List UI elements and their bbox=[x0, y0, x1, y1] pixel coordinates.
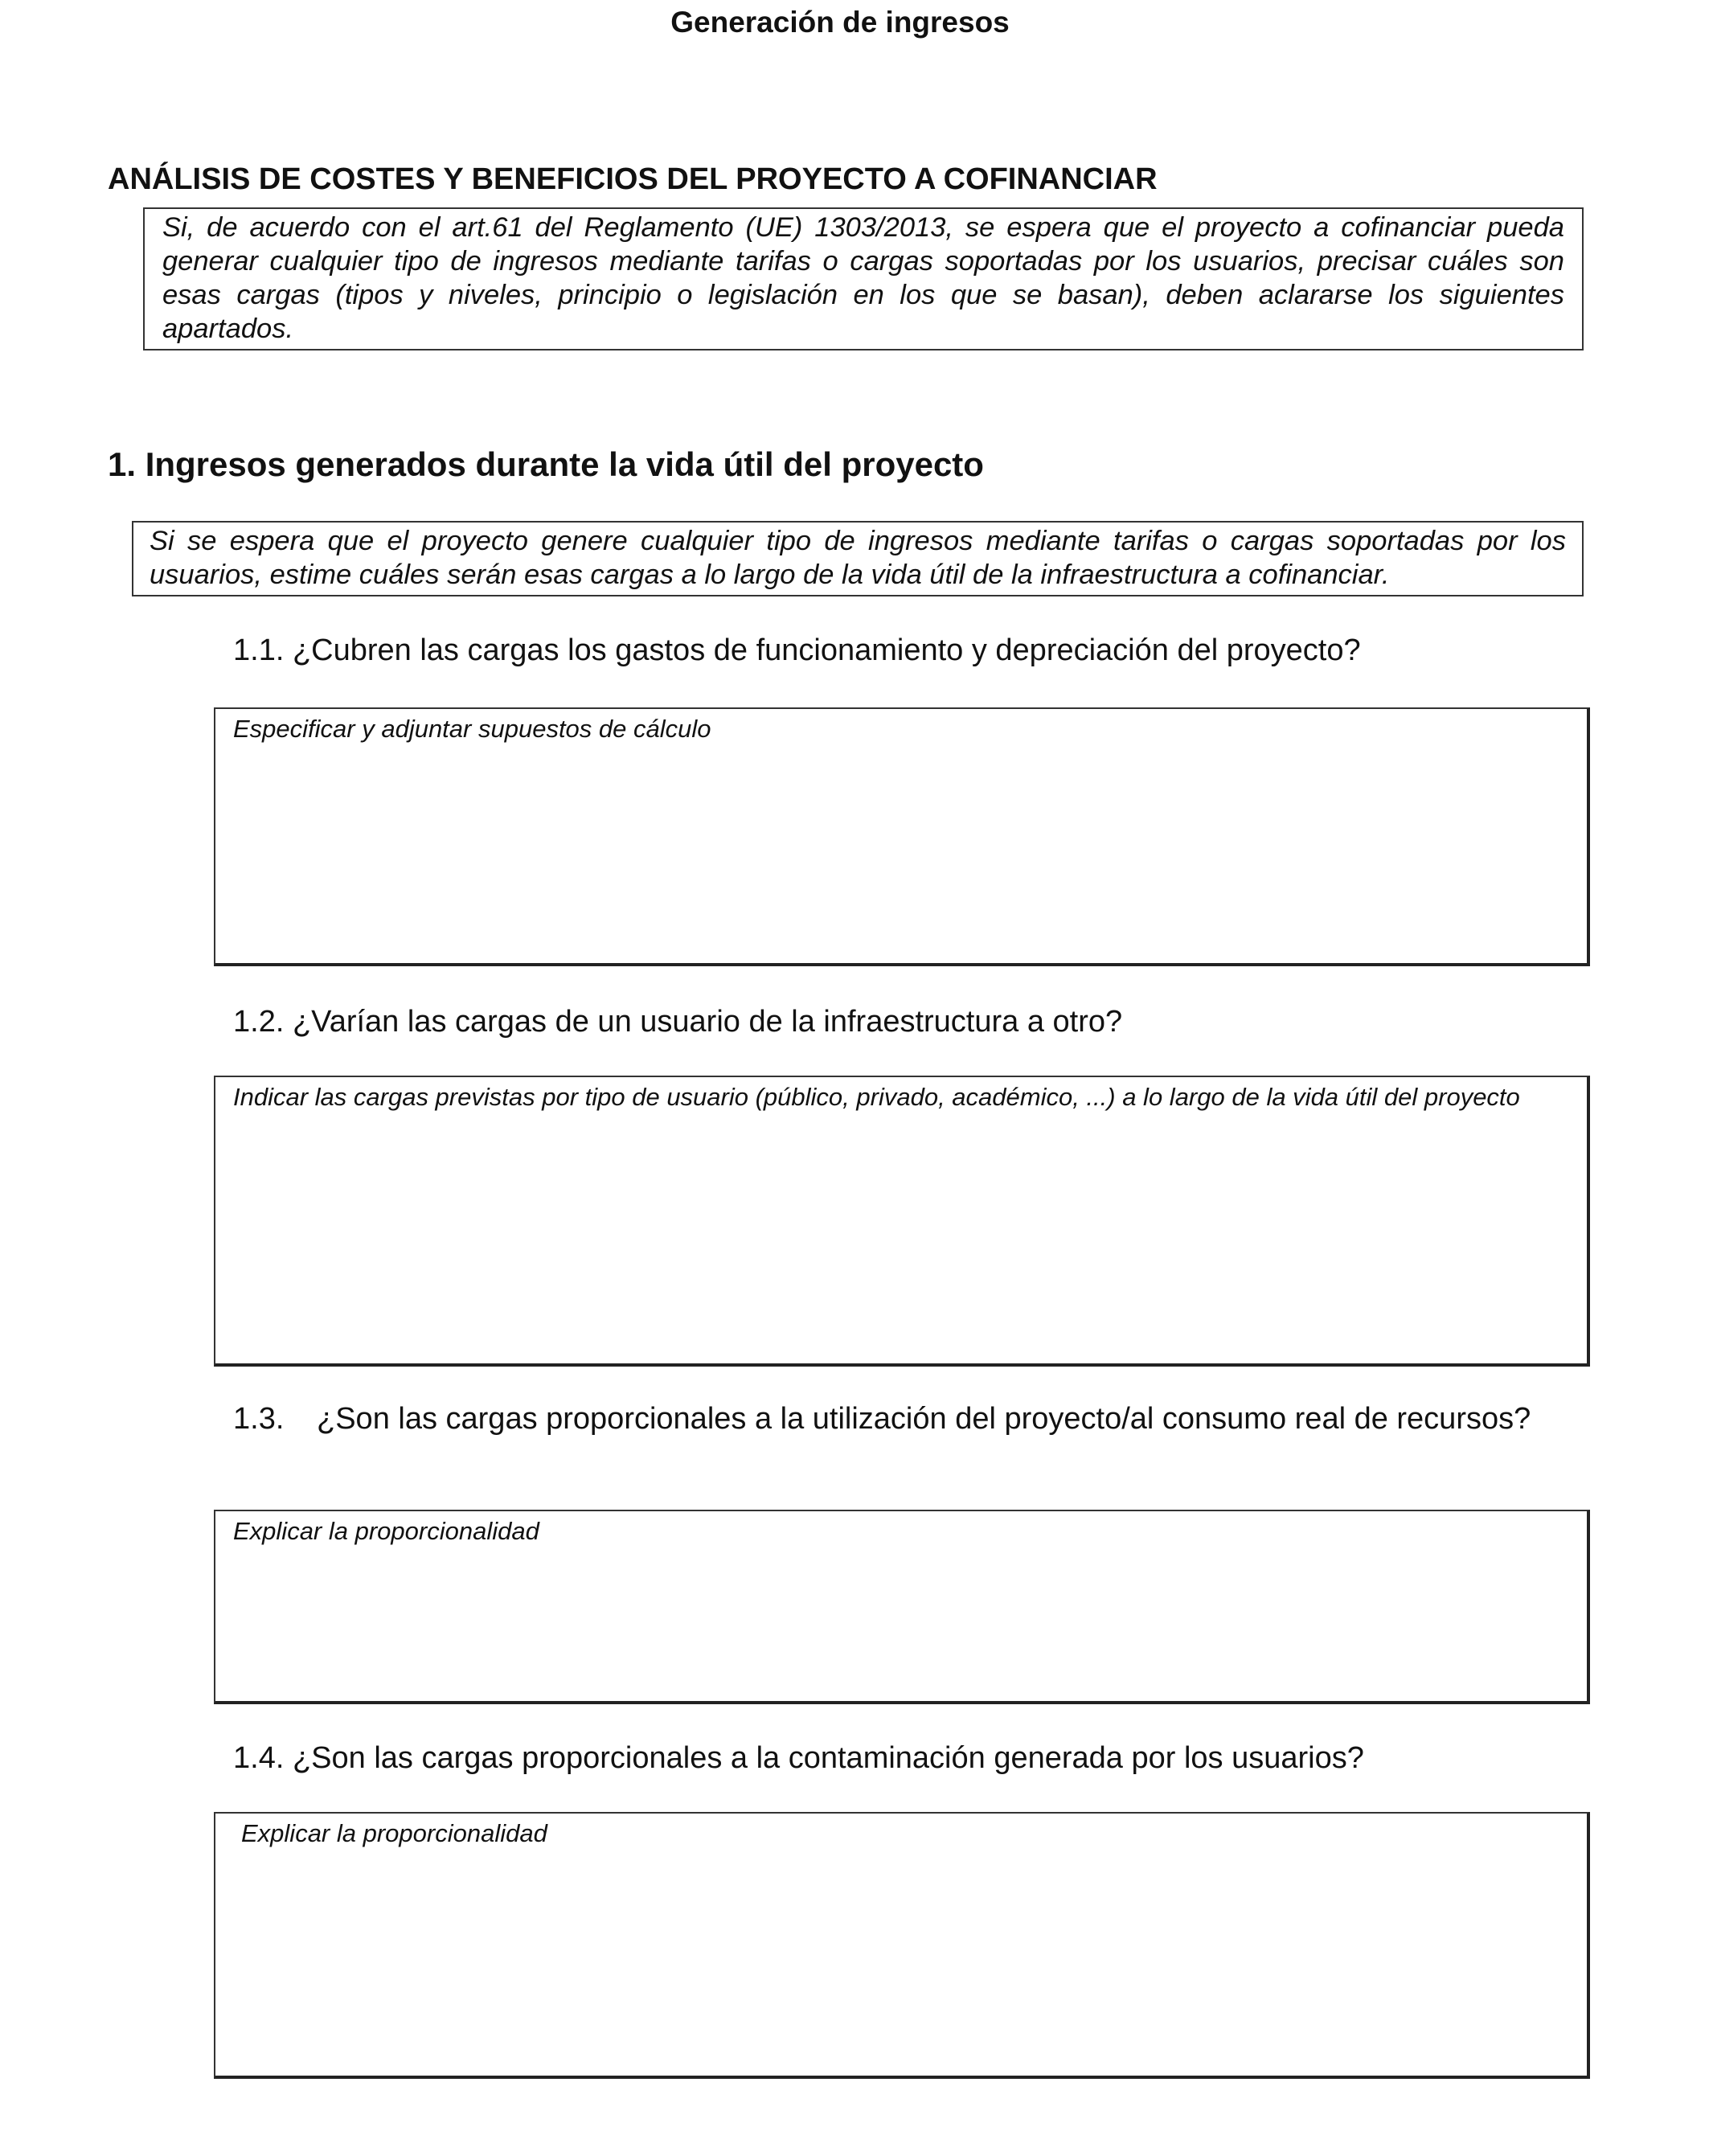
intro-note-text: Si, de acuerdo con el art.61 del Reglamento (UE) 1303/2013, se espera que el proyecto a cofinanciar pueda generar cualquier tipo de ingresos mediante tarifas o cargas soportadas por los usuarios, precisar cuáles son esas cargas (tipos y niveles, principio o legislación en los que se basan), deben aclararse los siguientes apartados. bbox=[162, 212, 1564, 344]
heading-1: 1. Ingresos generados durante la vida útil del proyecto bbox=[108, 445, 984, 483]
question-number: 1.1. bbox=[233, 633, 285, 667]
question-1-3 bbox=[233, 1400, 1569, 1437]
question-1-4 bbox=[233, 1740, 1592, 1777]
question-text: ¿Son las cargas proporcionales a la utilización del proyecto/al consumo real de recursos? bbox=[317, 1402, 1531, 1436]
heading-1-note-box bbox=[132, 521, 1584, 596]
answer-hint: Especificar y adjuntar supuestos de cálculo bbox=[233, 715, 711, 743]
heading-1-note-text: Si se espera que el proyecto genere cualquier tipo de ingresos mediante tarifas o cargas soportadas por los usuarios, estime cuáles serán esas cargas a lo largo de la vida útil de la infraestructura a cofinanciar. bbox=[150, 526, 1566, 590]
answer-hint: Explicar la proporcionalidad bbox=[241, 1819, 547, 1847]
answer-box-1-3[interactable] bbox=[214, 1510, 1590, 1704]
answer-hint: Indicar las cargas previstas por tipo de usuario (público, privado, académico, ...) a lo largo de la vida útil del proyecto bbox=[233, 1083, 1520, 1111]
answer-box-1-1[interactable] bbox=[214, 707, 1590, 966]
question-1-2 bbox=[233, 1003, 1592, 1040]
question-number: 1.3. bbox=[233, 1402, 285, 1436]
page-title: Generación de ingresos bbox=[670, 6, 1010, 39]
question-number: 1.4. bbox=[233, 1741, 285, 1775]
question-1-1 bbox=[233, 632, 1592, 669]
intro-note-box bbox=[143, 207, 1584, 350]
question-text: ¿Varían las cargas de un usuario de la infraestructura a otro? bbox=[292, 1005, 1123, 1039]
answer-box-1-2[interactable] bbox=[214, 1076, 1590, 1367]
answer-box-1-4[interactable] bbox=[214, 1812, 1590, 2079]
question-number: 1.2. bbox=[233, 1005, 285, 1039]
question-text: ¿Son las cargas proporcionales a la contaminación generada por los usuarios? bbox=[292, 1741, 1364, 1775]
answer-hint: Explicar la proporcionalidad bbox=[233, 1517, 539, 1545]
section-title: ANÁLISIS DE COSTES Y BENEFICIOS DEL PROYECTO A COFINANCIAR bbox=[108, 162, 1158, 196]
question-text: ¿Cubren las cargas los gastos de funcionamiento y depreciación del proyecto? bbox=[292, 633, 1361, 667]
